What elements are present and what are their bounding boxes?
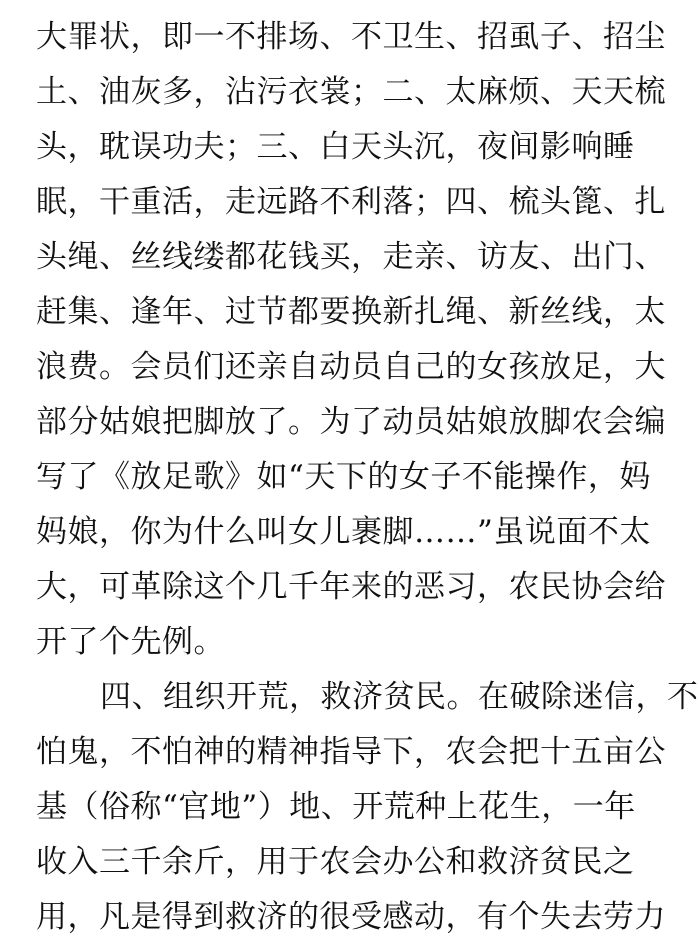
text-line: 基（俗称“官地”）地、开荒种上花生，一年: [36, 789, 636, 825]
text-line: 土、油灰多，沾污衣裳；二、太麻烦、天天梳: [36, 74, 666, 110]
text-line: 用，凡是得到救济的很受感动，有个失去劳力: [36, 899, 666, 935]
text-line: 怕鬼，不怕神的精神指导下，农会把十五亩公: [36, 734, 666, 770]
text-line: 眠，干重活，走远路不利落；四、梳头篦、扎: [36, 184, 666, 220]
text-line: 部分姑娘把脚放了。为了动员姑娘放脚农会编: [36, 404, 666, 440]
text-line: 开了个先例。: [36, 624, 225, 660]
text-line: 写了《放足歌》如“天下的女子不能操作，妈: [36, 459, 651, 495]
text-line: 头，耽误功夫；三、白天头沉，夜间影响睡: [36, 129, 635, 165]
text-line: 收入三千余斤，用于农会办公和救济贫民之: [36, 844, 635, 880]
text-line: 大，可革除这个几千年来的恶习，农民协会给: [36, 569, 666, 605]
text-line: 赶集、逢年、过节都要换新扎绳、新丝线，太: [36, 294, 666, 330]
paragraph-2: [36, 670, 699, 945]
text-line: 大罪状，即一不排场、不卫生、招虱子、招尘: [36, 19, 666, 55]
text-line: 头绳、丝线缕都花钱买，走亲、访友、出门、: [36, 239, 666, 275]
paragraph-1: [36, 10, 666, 670]
text-line-indented: 四、组织开荒，救济贫民。在破除迷信，不: [100, 679, 699, 715]
text-line: 浪费。会员们还亲自动员自己的女孩放足，大: [36, 349, 666, 385]
text-line: 妈娘，你为什么叫女儿裹脚……”虽说面不太: [36, 514, 651, 550]
